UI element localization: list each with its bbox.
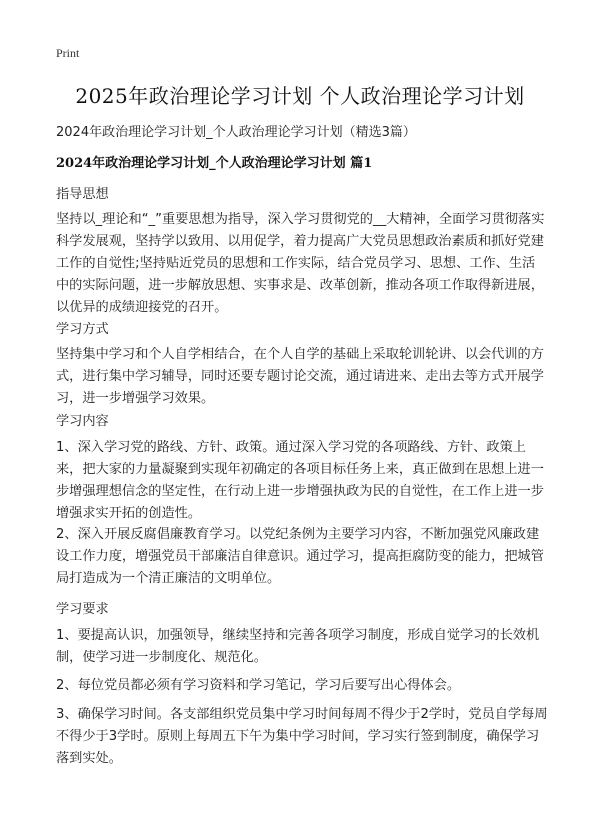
content-item-2: 2、深入开展反腐倡廉教育学习。以党纪条例为主要学习内容，不断加强党风廉政建设工作力度，增强党员干部廉洁自律意识。通过学习，提高拒腐防变的能力，把城管局打造成为一个清正廉洁的文明单位。 [56,527,544,586]
document-subtitle: 2024年政治理论学习计划_个人政治理论学习计划（精选3篇） [56,125,416,140]
requirement-item-3: 3、确保学习时间。各支部组织党员集中学习时间每周不得少于2学时，党员自学每周不得少于3学时。原则上每周五下午为集中学习时间，学习实行签到制度，确保学习落到实处。 [56,707,548,766]
article-heading: 2024年政治理论学习计划_个人政治理论学习计划 篇1 [56,156,373,171]
section-heading-guiding: 指导思想 [56,187,109,202]
requirement-item-1: 1、要提高认识，加强领导，继续坚持和完善各项学习制度，形成自觉学习的长效机制，使学习进一步制度化、规范化。 [56,628,540,665]
paragraph-method: 坚持集中学习和个人自学相结合，在个人自学的基础上采取轮训轮讲、以会代训的方式，进行集中学习辅导，同时还要专题讨论交流，通过请进来、走出去等方式开展学习，进一步增强学习效果。 [56,347,544,406]
page-title: 2025年政治理论学习计划 个人政治理论学习计划 [75,84,525,108]
section-heading-content: 学习内容 [56,414,109,429]
paragraph-guiding: 坚持以_理论和“_”重要思想为指导，深入学习贯彻党的__大精神，全面学习贯彻落实科学发展观，坚持学以致用、以用促学，着力提高广大党员思想政治素质和抓好党建工作的自觉性;坚持贴近党员的思想和工作实际，结合党员学习、思想、工作、生活中的实际问题，进一步解放思想、实事求是、改革创新，推动各项工作取得新进展，以优异的成绩迎接党的召开。 [56,212,545,315]
section-heading-requirements: 学习要求 [56,602,109,617]
content-item-1: 1、深入学习党的路线、方针、政策。通过深入学习党的各项路线、方针、政策上来，把大家的力量凝聚到实现年初确定的各项目标任务上来，真正做到在思想上进一步增强理想信念的坚定性，在行动上进一步增强执政为民的自觉性，在工作上进一步增强求实开拓的创造性。 [56,440,544,521]
requirement-item-2: 2、每位党员都必须有学习资料和学习笔记，学习后要写出心得体会。 [56,678,461,693]
section-heading-method: 学习方式 [56,322,109,337]
print-label[interactable]: Print [56,46,80,60]
